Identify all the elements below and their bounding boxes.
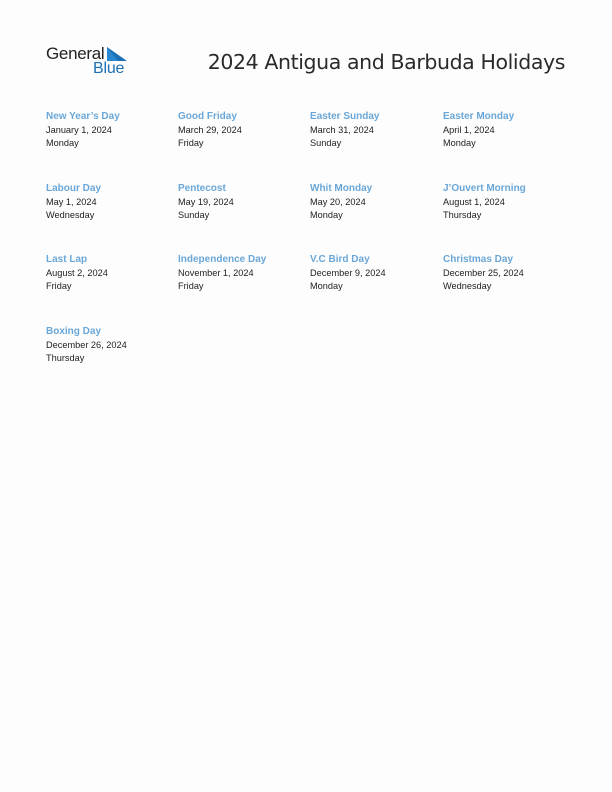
holiday-name: New Year’s Day: [46, 111, 120, 122]
holiday-weekday: Friday: [178, 281, 204, 292]
holiday-weekday: Wednesday: [443, 281, 492, 292]
holiday-item: [310, 182, 438, 223]
holiday-weekday: Sunday: [310, 138, 342, 149]
holiday-date: March 31, 2024: [310, 124, 374, 135]
holiday-weekday: Friday: [178, 138, 204, 149]
holiday-date: April 1, 2024: [443, 124, 495, 135]
holiday-date: December 9, 2024: [310, 267, 386, 278]
holiday-date: December 25, 2024: [443, 267, 524, 278]
logo-blue-text: Blue: [93, 60, 125, 77]
holiday-name: Boxing Day: [46, 326, 102, 337]
holiday-date: May 19, 2024: [178, 196, 234, 207]
holiday-item: [46, 253, 174, 294]
holiday-weekday: Friday: [46, 281, 72, 292]
holiday-date: May 1, 2024: [46, 196, 97, 207]
holiday-name: Pentecost: [178, 183, 226, 194]
logo-general-text: General: [46, 44, 105, 63]
holiday-date: August 1, 2024: [443, 196, 505, 207]
holiday-item: [443, 110, 571, 151]
holiday-item: [310, 253, 438, 294]
holiday-item: [46, 182, 174, 223]
holiday-name: V.C Bird Day: [310, 254, 370, 265]
holiday-name: Whit Monday: [310, 183, 373, 194]
page-title: 2024 Antigua and Barbuda Holidays: [207, 50, 565, 74]
holiday-item: [178, 182, 306, 223]
holiday-weekday: Thursday: [443, 210, 482, 221]
holiday-name: Christmas Day: [443, 254, 514, 265]
holiday-name: Last Lap: [46, 254, 88, 265]
holiday-date: May 20, 2024: [310, 196, 366, 207]
holiday-name: J’Ouvert Morning: [443, 183, 526, 194]
holiday-date: March 29, 2024: [178, 124, 242, 135]
holiday-item: [178, 110, 306, 151]
holiday-name: Easter Monday: [443, 111, 515, 122]
holiday-weekday: Thursday: [46, 353, 85, 364]
holiday-item: [178, 253, 306, 294]
logo-flag-icon: [107, 47, 127, 61]
holiday-item: [46, 110, 174, 151]
holiday-weekday: Monday: [310, 281, 343, 292]
holiday-item: [46, 325, 174, 366]
generalblue-logo: [46, 44, 136, 78]
holiday-weekday: Wednesday: [46, 210, 95, 221]
holiday-item: [443, 182, 571, 223]
holiday-name: Independence Day: [178, 254, 267, 265]
holiday-date: August 2, 2024: [46, 267, 108, 278]
holiday-item: [310, 110, 438, 151]
holiday-weekday: Sunday: [178, 210, 210, 221]
holiday-date: January 1, 2024: [46, 124, 112, 135]
holiday-date: December 26, 2024: [46, 339, 127, 350]
holiday-date: November 1, 2024: [178, 267, 254, 278]
holiday-weekday: Monday: [46, 138, 79, 149]
holiday-weekday: Monday: [310, 210, 343, 221]
holiday-name: Good Friday: [178, 111, 237, 122]
holiday-name: Labour Day: [46, 183, 102, 194]
holiday-item: [443, 253, 571, 294]
holiday-weekday: Monday: [443, 138, 476, 149]
holiday-name: Easter Sunday: [310, 111, 380, 122]
